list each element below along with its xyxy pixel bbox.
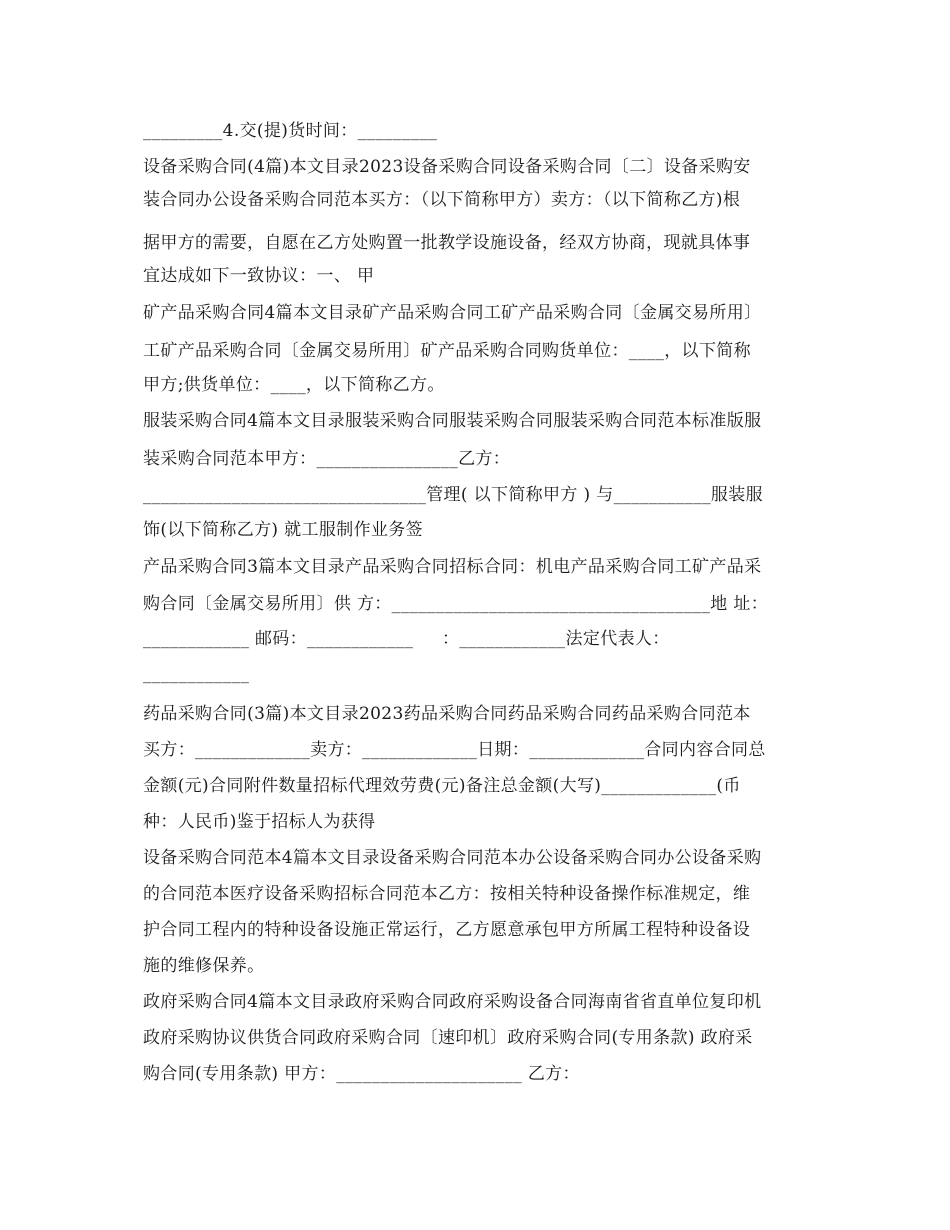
text-line: 宜达成如下一致协议：一、 甲 <box>143 266 375 286</box>
text-line: 设备采购合同(4篇)本文目录2023设备采购合同设备采购合同〔二〕设备采购安 <box>143 157 751 177</box>
text-line: 服装采购合同4篇本文目录服装采购合同服装采购合同服装采购合同范本标准版服 <box>143 411 762 431</box>
text-line: 施的维修保养。 <box>143 956 265 976</box>
text-line: ________________________________管理( 以下简称甲方 ) 与___________服装服 <box>143 485 763 505</box>
text-line: 政府采购协议供货合同政府采购合同〔速印机〕政府采购合同(专用条款) 政府采 <box>143 1028 753 1048</box>
text-line: 矿产品采购合同4篇本文目录矿产品采购合同工矿产品采购合同〔金属交易所用〕 <box>143 303 762 323</box>
text-line: 产品采购合同3篇本文目录产品采购合同招标合同：机电产品采购合同工矿产品采 <box>143 557 762 577</box>
text-line: 护合同工程内的特种设备设施正常运行，乙方愿意承包甲方所属工程特种设备设 <box>143 920 751 940</box>
text-line: 购合同(专用条款) 甲方：_____________________ 乙方： <box>143 1064 580 1084</box>
text-line: 种：人民币)鉴于招标人为获得 <box>143 812 376 832</box>
text-line: 购合同〔金属交易所用〕供 方：____________________________________地 址： <box>143 594 769 614</box>
text-line: 装采购合同范本甲方：________________乙方： <box>143 449 511 469</box>
text-line: ____________ 邮码：____________ ：____________法定代表人： <box>143 629 670 649</box>
text-line: 的合同范本医疗设备采购招标合同范本乙方：按相关特种设备操作标准规定，维 <box>143 884 751 904</box>
text-line: 金额(元)合同附件数量招标代理效劳费(元)备注总金额(大写)_____________(币 <box>143 776 741 796</box>
text-line: 药品采购合同(3篇)本文目录2023药品采购合同药品采购合同药品采购合同范本 <box>143 704 751 724</box>
text-line: 饰(以下简称乙方) 就工服制作业务签 <box>143 520 423 540</box>
text-line: 工矿产品采购合同〔金属交易所用〕矿产品采购合同购货单位：____，以下简称 <box>143 341 751 361</box>
text-line: 政府采购合同4篇本文目录政府采购合同政府采购设备合同海南省省直单位复印机 <box>143 992 762 1012</box>
text-line: ____________ <box>143 664 250 684</box>
text-line: _________4.交(提)货时间：_________ <box>143 121 438 141</box>
text-line: 装合同办公设备采购合同范本买方：（以下简称甲方）卖方：（以下简称乙方)根 <box>143 190 741 210</box>
text-line: 设备采购合同范本4篇本文目录设备采购合同范本办公设备采购合同办公设备采购 <box>143 848 762 868</box>
text-line: 甲方;供货单位：____，以下简称乙方。 <box>143 375 445 395</box>
text-line: 买方：_____________卖方：_____________日期：_____________合同内容合同总 <box>143 740 766 760</box>
text-line: 据甲方的需要，自愿在乙方处购置一批教学设施设备，经双方协商，现就具体事 <box>143 233 751 253</box>
